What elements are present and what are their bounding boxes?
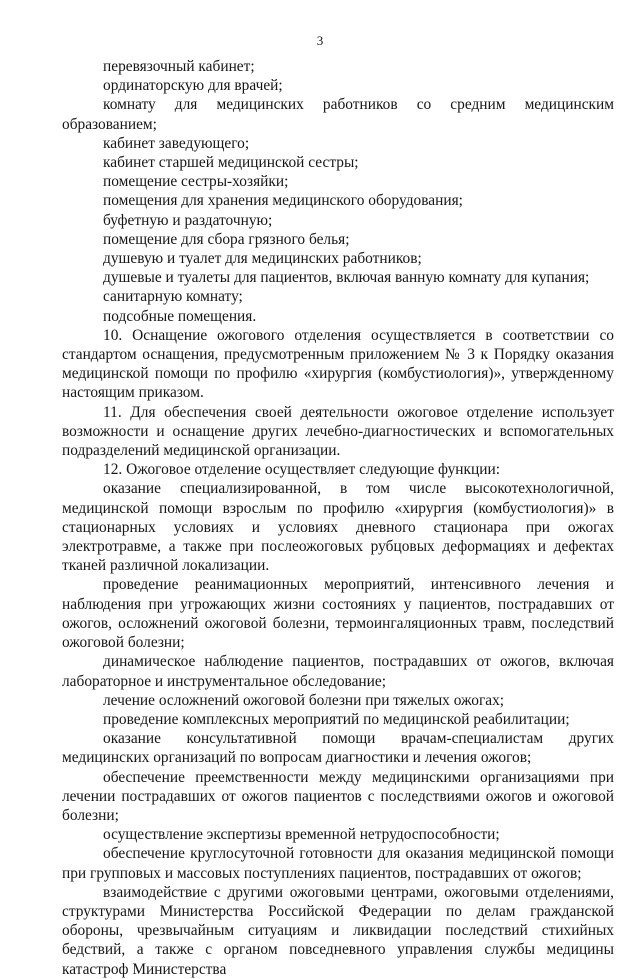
function-rehabilitation: проведение комплексных мероприятий по медицинской реабилитации;: [103, 710, 570, 728]
document-body: [62, 57, 614, 979]
function-readiness: обеспечение круглосуточной готовности для оказания медицинской помощи при групповых и массовых поступлениях пациентов, пострадавших от ожогов;: [62, 845, 614, 882]
list-item-staff-room: ординаторскую для врачей;: [103, 77, 283, 95]
list-item-dressing-room: перевязочный кабинет;: [103, 58, 255, 75]
function-specialized-care: оказание специализированной, в том числе высокотехнологичной, медицинской помощи взрослым по профилю «хирургия (комбустиология)» в стационарных условиях и условиях дневного стационара при ожогах электротравме, а также при послеожоговых рубцовых деформациях и дефектах тканей различной локализации.: [62, 480, 614, 575]
clause-12: 12. Ожоговое отделение осуществляет следующие функции:: [103, 461, 500, 479]
list-item-sanitary-room: санитарную комнату;: [103, 288, 243, 306]
function-cooperation: взаимодействие с другими ожоговыми центрами, ожоговыми отделениями, структурами Министерства Российской Федерации по делам гражданской обороны, чрезвычайным ситуациям и ликвидации последствий стихийных бедствий, а также с органом повседневного управления службы медицины катастроф Министерства: [62, 883, 614, 978]
list-item-housekeeper-room: помещение сестры-хозяйки;: [103, 173, 289, 191]
clause-10: 10. Оснащение ожогового отделения осуществляется в соответствии со стандартом оснащения, предусмотренным приложением № 3 к Порядку оказания медицинской помощи по профилю «хирургия (комбустиология)», утвержденному настоящим приказом.: [62, 326, 614, 402]
function-consulting: оказание консультативной помощи врачам-специалистам других медицинских организаций по вопросам диагностики и лечения ожогов;: [62, 730, 614, 767]
list-item-staff-shower: душевую и туалет для медицинских работников;: [103, 250, 422, 268]
list-item-head-office: кабинет заведующего;: [103, 134, 250, 152]
list-item-pantry: буфетную и раздаточную;: [103, 211, 273, 229]
function-monitoring: динамическое наблюдение пациентов, пострадавших от ожогов, включая лабораторное и инструментальное обследование;: [62, 653, 614, 690]
function-complication-treatment: лечение осложнений ожоговой болезни при тяжелых ожогах;: [103, 691, 505, 709]
page-number: 3: [316, 33, 324, 48]
function-disability-expertise: осуществление экспертизы временной нетрудоспособности;: [103, 826, 500, 844]
list-item-equipment-storage: помещения для хранения медицинского оборудования;: [103, 192, 463, 210]
function-resuscitation: проведение реанимационных мероприятий, интенсивного лечения и наблюдения при угрожающих жизни состояниях у пациентов, пострадавших от ожогов, осложнений ожоговой болезни, термоингаляционных травм, последствий ожоговой болезни;: [62, 576, 614, 652]
list-item-head-nurse-office: кабинет старшей медицинской сестры;: [103, 154, 359, 172]
list-item-patient-shower: душевые и туалеты для пациентов, включая ванную комнату для купания;: [103, 269, 590, 287]
list-item-utility-rooms: подсобные помещения.: [103, 307, 257, 325]
clause-11: 11. Для обеспечения своей деятельности ожоговое отделение использует возможности и оснащение других лечебно-диагностических и вспомогательных подразделений медицинской организации.: [62, 403, 614, 460]
function-continuity: обеспечение преемственности между медицинскими организациями при лечении пострадавших от ожогов пациентов с последствиями ожогов и ожоговой болезни;: [62, 768, 614, 824]
list-item-nurses-room: комнату для медицинских работников со средним медицинским образованием;: [62, 96, 614, 133]
list-item-dirty-linen-room: помещение для сбора грязного белья;: [103, 230, 350, 248]
